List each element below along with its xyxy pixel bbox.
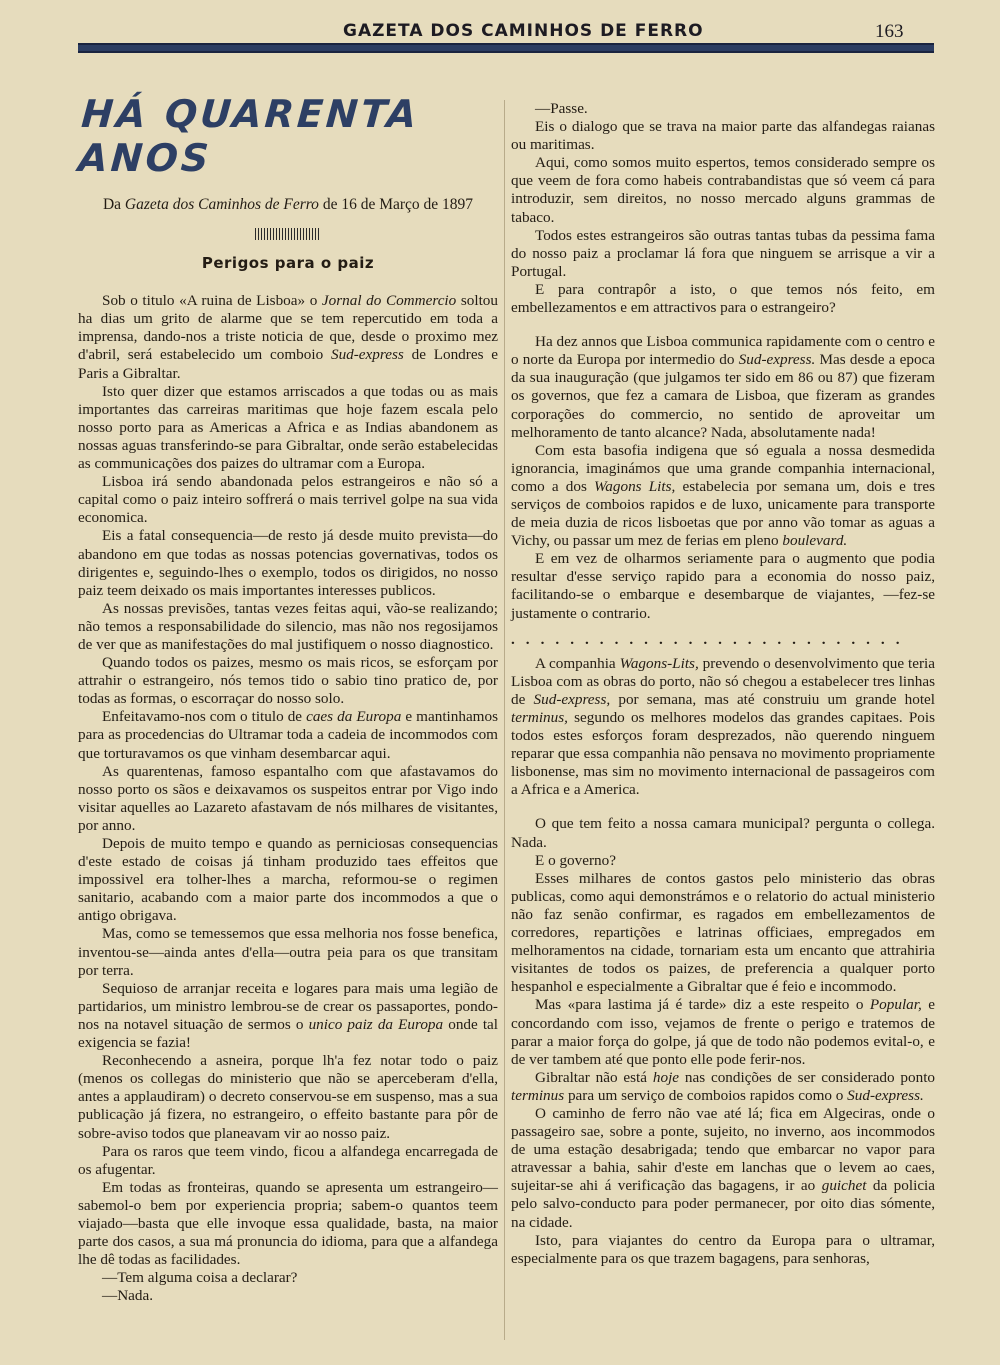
header-rule xyxy=(78,43,934,53)
dotted-separator: ........................... xyxy=(511,630,911,648)
dialogue-line: —Passe. xyxy=(535,100,588,117)
paragraph: Isto quer dizer que estamos arriscados a que todas ou as mais importantes das carreiras maritimas que hoje fazem escala pelo nosso porto para as Americas a Africa e as Indias abandonem as nossas aguas transferindo-se para Gibraltar, onde serão estabelecidas as communicações dos paizes do ultramar com a Europa. xyxy=(78,382,498,473)
paragraph: Aqui, como somos muito espertos, temos considerado sempre os que veem de fora como habeis contrabandistas que só veem cá para introduzir, sem direitos, no nosso mercado alguns grammas de tabaco. xyxy=(511,154,935,226)
paragraph: Esses milhares de contos gastos pelo ministerio das obras publicas, como aqui demonstrámos e o relatorio do actual ministerio não faz senão confirmar, es ragados em embellezamentos de corredores, repartições e latrinas officiaes, empregados em melhoramentos na cidade, tornariam esta um encanto que attrahiria visitantes de todos os paizes, de preferencia a qualquer porto hespanhol e especialmente a Gibraltar que é feio e incommodo. xyxy=(511,869,935,996)
paragraph: Mas, como se temessemos que essa melhoria nos fosse benefica, inventou-se—ainda antes d'ella—outra peia para os que transitam por terra. xyxy=(78,925,498,979)
paragraph: Mas «para lastima já é tarde» diz a este respeito o Popular, e concordando com isso, vejamos de frente o perigo e tratemos de parar a maior força do golpe, já que de todo não podemos evital-o, e de ver tambem até que ponto elle pode ferir-nos. xyxy=(511,996,936,1068)
paragraph: E o governo? xyxy=(535,851,616,869)
paragraph: Em todas as fronteiras, quando se apresenta um estrangeiro—sabemol-o bem por experiencia propria; sabem-o quantos teem viajado—basta que elle invoque essa qualidade, basta, na maior parte dos casos, a sua má pronuncia do idioma, para que a alfandega lhe dê todas as facilidades. xyxy=(78,1178,498,1269)
paragraph: Ha dez annos que Lisboa communica rapidamente com o centro e o norte da Europa por intermedio do Sud-express. Mas desde a epoca da sua inauguração (que julgamos ter sido em 86 ou 87) que fizeram os governos, que fez a camara de Lisboa, que fizeram as grandes corporações do commercio, no sentido de aproveitar um melhoramento de tanto alcance? Nada, absolutamente nada! xyxy=(511,333,936,441)
paragraph: E para contrapôr a isto, o que temos nós feito, em embellezamentos e em attractivos para o estrangeiro? xyxy=(511,280,935,317)
right-column xyxy=(511,100,935,1268)
dialogue-line: —Tem alguma coisa a declarar? xyxy=(102,1269,298,1287)
paragraph: Eis o dialogo que se trava na maior parte das alfandegas raianas ou maritimas. xyxy=(511,118,935,154)
paragraph: Com esta basofia indigena que só eguala a nossa desmedida ignorancia, imaginámos que uma grande companhia internacional, como a dos Wagons Lits, estabelecia por semana um, dois e tres serviços de comboios rapidos e de luxo, unicamente para transporte de meia duzia de ricos lisboetas que por anno vão tomar as aguas a Vichy, ou passar um mez de ferias em pleno boulevard. xyxy=(511,441,935,550)
paragraph: O caminho de ferro não vae até lá; fica em Algeciras, onde o passageiro sae, sobre a ponte, sujeito, no inverno, aos incommodos de uma estação desabrigada; tendo que embarcar no vapor para atravessar a bahia, sahir d'este em lanchas que o levem ao caes, sujeitar-se ahi á verificação das bagagens, ir ao guichet da policia pelo salvo-conducto para poder permanecer, por oito dias sómente, na cidade. xyxy=(511,1104,936,1231)
paragraph: Todos estes estrangeiros são outras tantas tubas da pessima fama do nosso paiz a proclamar lá fora que ninguem se arrisque a vir a Portugal. xyxy=(511,226,935,280)
paragraph: Gibraltar não está hoje nas condições de ser considerado ponto terminus para um serviço de comboios rapidos como o Sud-express. xyxy=(511,1068,936,1104)
paragraph: Enfeitavamo-nos com o titulo de caes da Europa e mantinhamos para as procedencias do Ultramar toda a cadeia de incommodos com que torturavamos os que vinham desembarcar aqui. xyxy=(78,708,499,762)
paragraph: Reconhecendo a asneira, porque lh'a fez notar todo o paiz (menos os collegas do ministerio que não se aperceberam d'ella, antes a applaudiram) o decreto conservou-se em suspenso, mas a sua publicação já fizera, no estrangeiro, o effeito bastante para pôr de sobre-aviso todos que planeavam vir ao nosso paiz. xyxy=(78,1052,498,1142)
paragraph: Sob o titulo «A ruina de Lisboa» o Jornal do Commercio soltou ha dias um grito de alarme que se tem repercutido em toda a imprensa, dando-nos a triste noticia de que, desde o proximo mez d'abril, será estabelecido um comboio Sud-express de Londres e Paris a Gibraltar. xyxy=(78,292,499,382)
paragraph: Quando todos os paizes, mesmo os mais ricos, se esforçam por attrahir o estrangeiro, nós temos tido o sabio tino pratico de, por todas as formas, o escorraçar do nosso solo. xyxy=(78,654,498,708)
paragraph: Sequioso de arranjar receita e logares para mais uma legião de partidarios, um ministro lembrou-se de crear os passaportes, pondo-nos na notavel situação de sermos o unico paiz da Europa onde tal exigencia se fazia! xyxy=(78,979,499,1052)
paragraph: Para os raros que teem vindo, ficou a alfandega encarregada de os afugentar. xyxy=(78,1142,498,1178)
paragraph: O que tem feito a nossa camara municipal? pergunta o collega. Nada. xyxy=(511,815,935,851)
paragraph: As nossas previsões, tantas vezes feitas aqui, vão-se realizando; não temos a responsabilidade do silencio, mas não nos regosijamos de ver que as manifestações do mal justifiquem o nosso diagnostico. xyxy=(78,599,498,653)
paragraph: E em vez de olharmos seriamente para o augmento que podia resultar d'esse serviço rapido para a economia do nosso paiz, facilitando-se o embarque e desembarque de viajantes, —fez-se justamente o contrario. xyxy=(511,550,935,622)
paragraph: Isto, para viajantes do centro da Europa para o ultramar, especialmente para os que trazem bagagens, para senhoras, xyxy=(511,1231,935,1267)
column-divider xyxy=(504,100,505,1340)
paragraph: Eis a fatal consequencia—de resto já desde muito prevista—do abandono em que todas as nossas potencias governativas, todos os dirigentes e, seguindo-lhes o exemplo, todos os dirigidos, no nosso paiz teem deixado os mais importantes interesses publicos. xyxy=(78,527,498,599)
dialogue-line: —Nada. xyxy=(102,1287,154,1305)
ornament-divider xyxy=(255,228,321,240)
paragraph: A companhia Wagons-Lits, prevendo o desenvolvimento que teria Lisboa com as obras do porto, não só chegou a estabelecer tres linhas de Sud-express, por semana, mas até construiu um grande hotel terminus, segundo os melhores modelos das grandes capitaes. Pois todos estes esforços foram desprezados, não querendo ninguem reparar que essa companhia não pensava no movimento propriamente lisbonense, mas sim no movimento internacional de passageiros com a Africa e a America. xyxy=(511,654,936,799)
article-title: HÁ QUARENTA ANOS xyxy=(76,92,421,180)
paragraph: Lisboa irá sendo abandonada pelos estrangeiros e não só a capital como o paiz inteiro soffrerá o mais terrivel golpe na sua vida economica. xyxy=(78,473,498,527)
running-title: GAZETA DOS CAMINHOS DE FERRO xyxy=(343,21,704,41)
left-column xyxy=(78,92,498,1305)
source-prefix: Da xyxy=(102,196,122,213)
page-number: 163 xyxy=(875,21,904,42)
source-date: de 16 de Março de 1897 xyxy=(322,196,474,213)
running-header xyxy=(78,18,938,58)
section-title: Perigos para o paiz xyxy=(201,254,375,273)
source-publication: Gazeta dos Caminhos de Ferro xyxy=(124,196,319,213)
source-line xyxy=(78,196,498,214)
paragraph: Depois de muito tempo e quando as perniciosas consequencias d'este estado de coisas já tinham produzido taes effeitos que impossivel era tolher-lhes a marcha, reformou-se o regimen sanitario, acabando com a maior parte dos incommodos a que o antigo obrigava. xyxy=(78,835,498,925)
paragraph: As quarentenas, famoso espantalho com que afastavamos do nosso porto os sãos e deixavamos os suspeitos entrar por Vigo indo visitar aquelles ao Lazareto afastavam de nós milhares de visitantes, por anno. xyxy=(78,762,498,834)
